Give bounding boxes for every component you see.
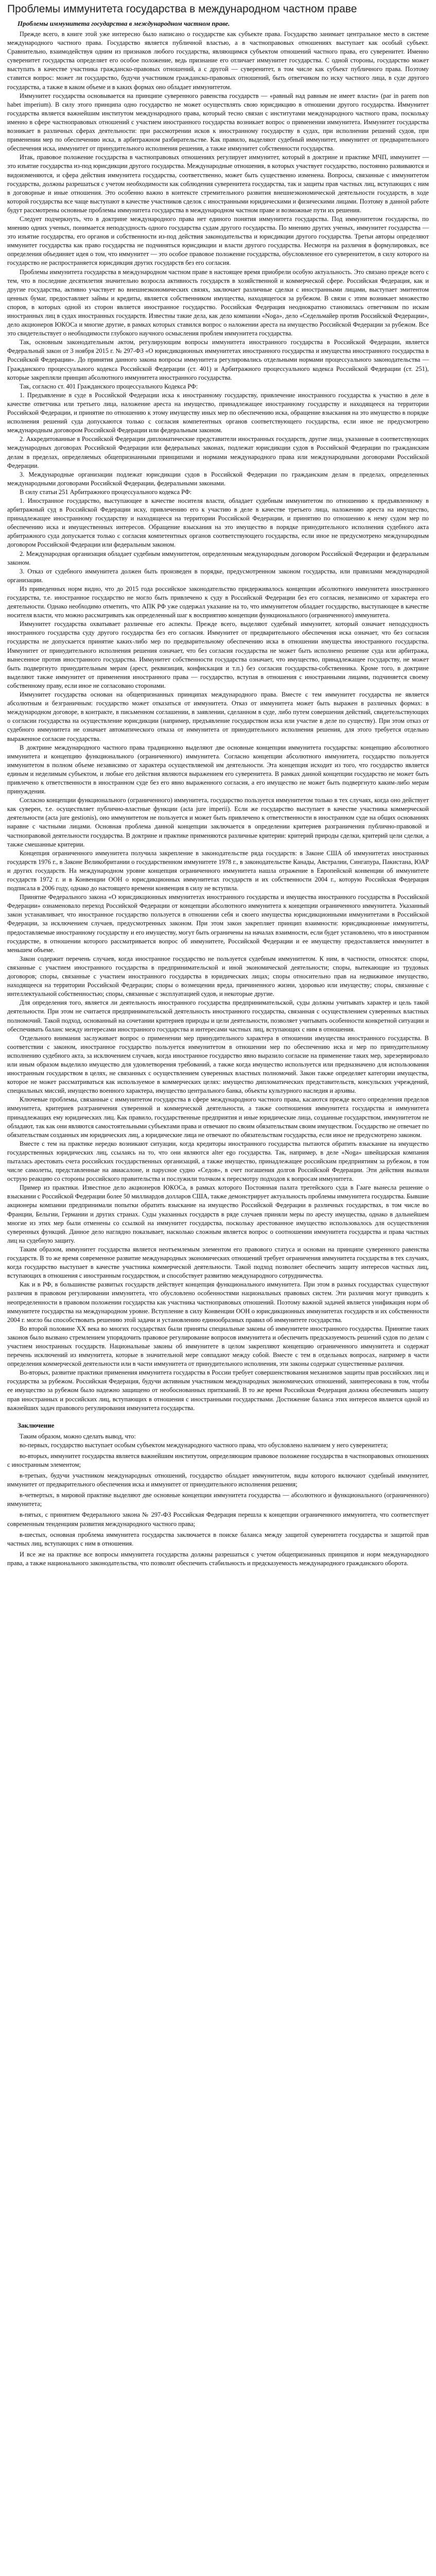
body-paragraph: Во-вторых, развитие практики применения иммунитета государства в России требует совершенствования механизмов защиты прав российских лиц и государства за рубежом. Российская Федерация, будучи активным участником международных экономических отношений, заинтересована в том, чтобы ее имущество за рубежом было надежно защищено от необоснованных притязаний. В то же время Российская Федерация должна обеспечивать защиту прав иностранных и российских лиц, вступающих в отношения с иностранными государствами. Достижение баланса этих интересов является одной из важнейших задач правового регулирования иммунитета государства. — [7, 1369, 429, 1412]
body-paragraph: Принятие Федерального закона «О юрисдикционных иммунитетах иностранного государства и имущества иностранного государства в Российской Федерации» ознаменовало переход Российской Федерации от концепции абсолютного иммунитета к концепции ограниченного иммунитета. Указанный закон устанавливает, что иностранное государство пользуется в отношении себя и своего имущества юрисдикционными иммунитетами в Российской Федерации, за исключением случаев, предусмотренных законом. При этом закон закрепляет принцип взаимности: юрисдикционные иммунитеты, предоставляемые иностранному государству и его имуществу, могут быть ограничены на началах взаимности, если будет установлено, что в иностранном государстве, в отношении которого рассматривается вопрос об иммунитете, Российской Федерации и ее имуществу предоставляется иммунитет в меньшем объеме. — [7, 893, 429, 954]
body-paragraph: 2. Аккредитованные в Российской Федерации дипломатические представители иностранных государств, другие лица, указанные в соответствующих международных договорах Российской Федерации или федеральных законах, подлежат юрисдикции судов в Российской Федерации по гражданским делам в пределах, определяемых общепризнанными принципами и нормами международного права или международными договорами Российской Федерации. — [7, 435, 429, 469]
conclusion-item: в-третьих, будучи участником международных отношений, государство обладает иммунитетом, виды которого включают судебный иммунитет, иммунитет от предварительного обеспечения иска и иммунитет от принудительного исполнения решения; — [7, 1472, 429, 1488]
conclusion-item: во-первых, государство выступает особым субъектом международного частного права, что обусловлено наличием у него суверенитета; — [20, 1441, 388, 1449]
body-paragraph: 3. Международные организации подлежат юрисдикции судов в Российской Федерации по гражданским делам в пределах, определенных международными договорами Российской Федерации, федеральными законами. — [7, 470, 429, 487]
conclusion-item: в-четвертых, в мировой практике выделяют две основные концепции иммунитета государства — абсолютного и функционального (ограниченного) иммунитета; — [7, 1492, 429, 1508]
body-paragraph: Прежде всего, в книге этой уже интересно было написано о государстве как субъекте права. Государство занимает центральное место в системе международного частного права. Государство является публичной властью, а в частноправовых отношениях выступает как особый субъект. Сравнительно, взаимодействуя одним из признаков любого государства, являющимся субъектом отношений частного права, его суверенитет. Именно суверенитет государства определяет его особое положение, ведь признание его отличает иммунитет государства. С одной стороны, государство может выступать в качестве участника гражданско-правовых отношений, а с другой — суверенитет, в том числе как субъект публичного права. Поэтому ставится вопрос: может ли государство, будучи участником гражданско-правовых отношений, быть ответчиком по иску частного лица, в суде другого государства, а также в каком объеме и в каких формах оно обладает иммунитетом. — [7, 30, 429, 91]
body-paragraph: Следует подчеркнуть, что в доктрине международного права нет единого понятия иммунитета государства. Под иммунитетом государства, по мнению одних ученых, понимается неподсудность одного государства судам другого государства. По мнению других ученых, иммунитет государства — это изъятие государства, его органов и собственности из-под действия законодательства и юрисдикции другого государства. Третьи авторы определяют иммунитет государства как право государства не подчиняться юрисдикции и власти другого государства. Несмотря на различия в формулировках, все определения объединяет идея о том, что иммунитет — это особое правовое положение государства, обусловленное его суверенитетом, в силу которого на государство не распространяется юрисдикция других государств без его согласия. — [7, 215, 429, 267]
body-paragraph: Проблемы иммунитета государства в международном частном праве в настоящее время приобрели особую актуальность. Это связано прежде всего с тем, что в последние десятилетия значительно возросла активность государств в хозяйственной и коммерческой сфере. Российская Федерация, как и другие государства, активно участвует во внешнеэкономических связях, заключает различные сделки с иностранными лицами, выступает эмитентом ценных бумаг, предоставляет займы и кредиты, является собственником имущества, находящегося за рубежом. В связи с этим возникает множество споров, в которых одной из сторон является иностранное государство. Российская Федерация неоднократно становилась ответчиком по искам иностранных лиц в судах иностранных государств. Известны такие дела, как дело компании «Noga», дело «Седельмайер против Российской Федерации», дело акционеров ЮКОСа и многие другие, в рамках которых ставился вопрос о наложении ареста на имущество Российской Федерации за рубежом. Все это свидетельствует о необходимости глубокого научного осмысления проблем иммунитета государства. — [7, 268, 429, 337]
document-subtitle: Проблемы иммунитета государства в международном частном праве. — [18, 20, 230, 27]
body-paragraph: Отдельного внимания заслуживает вопрос о применении мер принудительного характера в отношении имущества иностранного государства. В соответствии с законом, иностранное государство пользуется иммунитетом в отношении мер по обеспечению иска и мер по принудительному исполнению судебного акта, за исключением случаев, когда иностранное государство явно выразило согласие на применение таких мер, зарезервировало или иным образом выделило имущество для удовлетворения требований, а также когда имущество используется или предназначено для использования иностранным государством в целях, не связанных с осуществлением суверенных властных полномочий. Закон также определяет категории имущества, которое не может рассматриваться как используемое в коммерческих целях: имущество дипломатических представительств, консульских учреждений, специальных миссий, имущество военного характера, имущество центрального банка, объекты культурного наследия и архивы. — [7, 1034, 429, 1095]
body-paragraph: Иммунитет государства основан на общепризнанных принципах международного права. Вместе с тем иммунитет государства не является абсолютным и безграничным: государство может отказаться от иммунитета. Отказ от иммунитета может быть выражен в различных формах: в международном договоре, в контракте, в письменном соглашении, в заявлении, сделанном в суде, либо путем совершения действий, свидетельствующих о согласии государства на осуществление юрисдикции (например, предъявление государством иска или участие в деле по существу). При этом отказ от судебного иммунитета не означает автоматического отказа от иммунитета от принудительного исполнения решения, для этого требуется отдельно выраженное согласие государства. — [7, 691, 429, 742]
body-paragraph: Закон содержит перечень случаев, когда иностранное государство не пользуется судебным иммунитетом. К ним, в частности, относятся: споры, связанные с участием иностранного государства в предпринимательской и иной экономической деятельности; споры, вытекающие из трудовых договоров; споры, связанные с участием иностранного государства в юридических лицах; споры относительно прав на недвижимое имущество, находящееся на территории Российской Федерации; споры о возмещении вреда, причиненного жизни, здоровью или имуществу; споры, связанные с интеллектуальной собственностью; споры, связанные с эксплуатацией судов, и некоторые другие. — [7, 955, 429, 998]
conclusion-heading: Заключение — [18, 1421, 55, 1429]
body-paragraph: Иммунитет государства охватывает различные его аспекты. Прежде всего, выделяют судебный иммунитет, который означает неподсудность иностранного государства суду другого государства без его согласия. Иммунитет от предварительного обеспечения иска означает, что без согласия государства не допускается принятие каких-либо мер по предварительному обеспечению иска в отношении имущества иностранного государства. Иммунитет от принудительного исполнения решения означает, что без согласия государства не может быть исполнено решение суда или арбитража, вынесенное против иностранного государства. Иммунитет собственности государства означает, что имущество, принадлежащее государству, не может быть подвергнуто принудительным мерам (арест, реквизиция, конфискация и т.п.) без согласия государства-собственника. Кроме того, в доктрине выделяют также иммунитет от применения иностранного права — государство, вступая в отношения с иностранными лицами, подчиняется своему собственному праву, если иное не согласовано сторонами. — [7, 620, 429, 689]
body-paragraph: Вместе с тем на практике нередко возникают ситуации, когда кредиторы иностранного государства пытаются обратить взыскание на имущество государственных юридических лиц, ссылаясь на то, что они являются alter ego государства. Так, например, в деле «Noga» швейцарская компания пыталась арестовать счета российских государственных организаций, а также имущество, принадлежащее российским предприятиям за рубежом, в том числе самолеты, представленные на авиасалоне, и парусное судно «Седов», в счет погашения долгов Российской Федерации. Эти действия вызвали острую реакцию со стороны российского правительства и послужили толчком к пересмотру подходов к вопросам иммунитета. — [7, 1140, 429, 1183]
body-paragraph: Для определения того, является ли деятельность иностранного государства предпринимательской, суды должны учитывать характер и цель такой деятельности. При этом не считается предпринимательской деятельность иностранного государства, связанная с осуществлением суверенных властных полномочий. Такой подход, основанный на сочетании критериев природы и цели деятельности, позволяет учитывать особенности конкретной ситуации и обеспечивать баланс между интересами иностранного государства и интересами частных лиц, вступающих с ним в отношения. — [7, 999, 429, 1033]
body-paragraph: Как и в РФ, в большинстве развитых государств действует концепция функционального иммунитета. При этом в разных государствах существуют различия в правовом регулировании иммунитета, что обусловлено особенностями национальных правовых систем. Эти различия могут приводить к неопределенности в правовом положении государства как участника частноправовых отношений. Поэтому важной задачей является унификация норм об иммунитете государства на международном уровне. Вступление в силу Конвенции ООН о юрисдикционных иммунитетах государств и их собственности 2004 г. могло бы способствовать решению этой задачи и установлению единообразных правил об иммунитете государства. — [7, 1281, 429, 1324]
body-paragraph: Так, основным законодательным актом, регулирующим вопросы иммунитета иностранного государства в Российской Федерации, является Федеральный закон от 3 ноября 2015 г. № 297-ФЗ «О юрисдикционных иммунитетах иностранного государства и имущества иностранного государства в Российской Федерации». До принятия данного закона вопросы иммунитета регулировались отдельными нормами процессуального законодательства — Гражданского процессуального кодекса Российской Федерации (ст. 401) и Арбитражного процессуального кодекса Российской Федерации (ст. 251), которые закрепляли принцип абсолютного иммунитета иностранного государства. — [7, 338, 429, 381]
conclusion-closing: И все же на практике все вопросы иммунитета государства должны разрешаться с учетом общепризнанных принципов и норм международного права, а также национального законодательства, что позволит обеспечить стабильность и предсказуемость международного гражданского оборота. — [7, 1550, 429, 1567]
conclusion-intro: Таким образом, можно сделать вывод, что: — [20, 1432, 136, 1440]
body-paragraph: 1. Предъявление в суде в Российской Федерации иска к иностранному государству, привлечение иностранного государства к участию в деле в качестве ответчика или третьего лица, наложение ареста на имущество, принадлежащее иностранному государству и находящееся на территории Российской Федерации, и принятие по отношению к этому имуществу иных мер по обеспечению иска, обращение взыскания на это имущество в порядке исполнения решений суда допускаются только с согласия компетентных органов соответствующего государства, если иное не предусмотрено международным договором Российской Федерации или федеральным законом. — [7, 391, 429, 434]
body-paragraph: Согласно концепции функционального (ограниченного) иммунитета, государство пользуется иммунитетом только в тех случаях, когда оно действует как суверен, т.е. осуществляет публично-властные функции (acta jure imperii). Если же государство выступает в качестве участника коммерческой деятельности (acta jure gestionis), оно иммунитетом не пользуется и может быть привлечено к ответственности в иностранном суде на общих основаниях наравне с частными лицами. Основная проблема данной концепции заключается в определении критериев разграничения публично-правовой и частноправовой деятельности государства. В доктрине и практике применяются различные критерии: критерий природы сделки, критерий цели сделки, а также смешанные критерии. — [7, 796, 429, 848]
body-paragraph: 3. Отказ от судебного иммунитета должен быть произведен в порядке, предусмотренном законом государства, или правилами международной организации. — [7, 567, 429, 584]
body-paragraph: Во второй половине XX века во многих государствах были приняты специальные законы об иммунитете иностранного государства. Принятие таких законов было вызвано стремлением упорядочить правовое регулирование вопросов иммунитета и обеспечить предсказуемость решений судов по делам с участием иностранных государств. Национальные законы об иммунитете в целом закрепляют концепцию ограниченного иммунитета и содержат перечень исключений из иммунитета, которые в значительной мере совпадают между собой. Вместе с тем в отдельных вопросах, например в части определения коммерческой деятельности или в части иммунитета от принудительного исполнения, эти законы содержат существенные различия. — [7, 1325, 429, 1368]
body-paragraph: Концепция ограниченного иммунитета получила закрепление в законодательстве ряда государств: в Законе США об иммунитетах иностранных государств 1976 г., в Законе Великобритании о государственном иммунитете 1978 г., в законодательстве Канады, Австралии, Сингапура, Пакистана, ЮАР и других государств. На международном уровне концепция ограниченного иммунитета нашла отражение в Европейской конвенции об иммунитете государств 1972 г. и в Конвенции ООН о юрисдикционных иммунитетах государств и их собственности 2004 г., которую Российская Федерация подписала в 2006 году, однако до настоящего времени конвенция в силу не вступила. — [7, 849, 429, 892]
body-paragraph: Из приведенных норм видно, что до 2015 года российское законодательство придерживалось концепции абсолютного иммунитета иностранного государства, т.е. иностранное государство не могло быть привлечено к суду в Российской Федерации без его согласия, независимо от характера его деятельности. Однако необходимо отметить, что АПК РФ уже содержал указание на то, что иммунитетом обладает государство, выступающее в качестве носителя власти, что можно рассматривать как определенный шаг к восприятию концепции функционального (ограниченного) иммунитета. — [7, 585, 429, 619]
conclusion-item: в-пятых, с принятием Федерального закона № 297-ФЗ Российская Федерация перешла к концепции ограниченного иммунитета, что соответствует современным тенденциям развития международного частного права; — [7, 1511, 429, 1528]
conclusion-item: в-шестых, основная проблема иммунитета государства заключается в поиске баланса между защитой суверенитета государства и защитой прав частных лиц, вступающих с ним в отношения. — [7, 1531, 429, 1547]
document-title: Проблемы иммунитета государства в международном частном праве — [7, 3, 357, 15]
body-paragraph: 1. Иностранное государство, выступающее в качестве носителя власти, обладает судебным иммунитетом по отношению к предъявленному в арбитражный суд в Российской Федерации иску, привлечению его к участию в деле в качестве третьего лица, наложению ареста на имущество, принадлежащее иностранному государству и находящееся на территории Российской Федерации, и принятию по отношению к нему судом мер по обеспечению иска и имущественных интересов. Обращение взыскания на это имущество в порядке принудительного исполнения судебного акта арбитражного суда допускается только с согласия компетентных органов соответствующего государства, если иное не предусмотрено международным договором Российской Федерации или федеральным законом. — [7, 497, 429, 549]
conclusion-item: во-вторых, иммунитет государства является важнейшим институтом, определяющим правовое положение государства в частноправовых отношениях с иностранным элементом; — [7, 1452, 429, 1468]
body-paragraph: В силу статьи 251 Арбитражного процессуального кодекса РФ: — [20, 488, 192, 496]
document-body — [7, 30, 429, 1413]
conclusion-list — [7, 1441, 429, 1548]
body-paragraph: Пример из практики. Известное дело акционеров ЮКОСа, в рамках которого Постоянная палата третейского суда в Гааге вынесла решение о взыскании с Российской Федерации более 50 миллиардов долларов США, также демонстрирует актуальность проблемы иммунитета государства. Бывшие акционеры компании предпринимали попытки обратить взыскание на имущество Российской Федерации в различных государствах, в том числе во Франции, Бельгии, Германии и других странах. Суды указанных государств в ряде случаев приняли меры по аресту имущества, однако в дальнейшем многие из этих мер были отменены со ссылкой на иммунитет государства, поскольку арестованное имущество использовалось для осуществления суверенных функций. Данное дело наглядно показывает, насколько сложным является вопрос о соотношении иммунитета государства и права частных лиц на судебную защиту. — [7, 1184, 429, 1244]
body-paragraph: Иммунитет государства основывается на принципе суверенного равенства государств — «равный над равным не имеет власти» (par in parem non habet imperium). В силу этого принципа одно государство не может осуществлять свою юрисдикцию в отношении другого государства. Иммунитет государства является важнейшим институтом международного права, который тесно связан с институтами международного частного права, поскольку именно в сфере частноправовых отношений с участием иностранного государства возникает вопрос о применении иммунитета. Иммунитет государства возникает в различных сферах деятельности: при рассмотрении исков к иностранному государству в судах, при исполнении решений судов, при применении мер по обеспечению иска, в арбитражном разбирательстве. Как правило, выделяют судебный иммунитет, иммунитет от предварительного обеспечения иска, иммунитет от принудительного исполнения решения, а также иммунитет собственности государства. — [7, 92, 429, 152]
body-paragraph: В доктрине международного частного права традиционно выделяют две основные концепции иммунитета государства: концепцию абсолютного иммунитета и концепцию функционального (ограниченного) иммунитета. Согласно концепции абсолютного иммунитета, государство пользуется иммунитетом в полном объеме независимо от характера осуществляемой им деятельности. Эта концепция исходит из того, что государство является единым и неделимым субъектом, и любые его действия являются выражением его суверенитета. В рамках данной концепции государство не может быть привлечено к ответственности в иностранном суде без его явно выраженного согласия, а его имущество не может быть подвергнуто каким-либо мерам принуждения. — [7, 743, 429, 795]
body-paragraph: Ключевые проблемы, связанные с иммунитетом государства в сфере международного частного права, касаются прежде всего определения пределов иммунитета, критериев разграничения суверенной и коммерческой деятельности, а также соотношения иммунитета государства и иммунитета принадлежащих ему юридических лиц. Как правило, государственные предприятия и иные юридические лица, созданные государством, иммунитетом не обладают, так как они являются самостоятельными субъектами права и отвечают по своим обязательствам своим имуществом. Государство не отвечает по обязательствам созданных им юридических лиц, а юридические лица не отвечают по обязательствам государства, если иное не предусмотрено законом. — [7, 1096, 429, 1139]
body-paragraph: 2. Международная организация обладает судебным иммунитетом, определенным международным договором Российской Федерации и федеральным законом. — [7, 550, 429, 566]
body-paragraph: Таким образом, иммунитет государства является неотъемлемым элементом его правового статуса и основан на принципе суверенного равенства государств. В то же время современное развитие международных экономических отношений требует ограничения иммунитета государства в тех случаях, когда государство выступает в качестве участника коммерческой деятельности. Такой подход позволяет обеспечить защиту интересов частных лиц, вступающих в отношения с иностранным государством, и способствует развитию международного сотрудничества. — [7, 1245, 429, 1280]
body-paragraph: Итак, правовое положение государства в частноправовых отношениях регулирует иммунитет, который в доктрине и практике МЧП, иммунитет — это изъятие государства из-под юрисдикции другого государства. Международные отношения, в которых участвует государство, постоянно развиваются и видоизменяются, и сфера действия иммунитета государства, соответственно, может быть существенно изменена. Вопросы, связанные с иммунитетом государства, должны разрешаться с учетом необходимости как соблюдения суверенитета государства, так и защиты прав частных лиц, вступающих с ним в договорные и иные отношения. Это особенно важно в контексте стремительного развития внешнеэкономической деятельности государств, в ходе которой государства все чаще выступают в качестве участников сделок с иностранными юридическими и физическими лицами. Поэтому в данной работе будут рассмотрены основные проблемы иммунитета государства в международном частном праве и возможные пути их решения. — [7, 154, 429, 214]
body-paragraph: Так, согласно ст. 401 Гражданского процессуального Кодекса РФ: — [20, 382, 198, 390]
